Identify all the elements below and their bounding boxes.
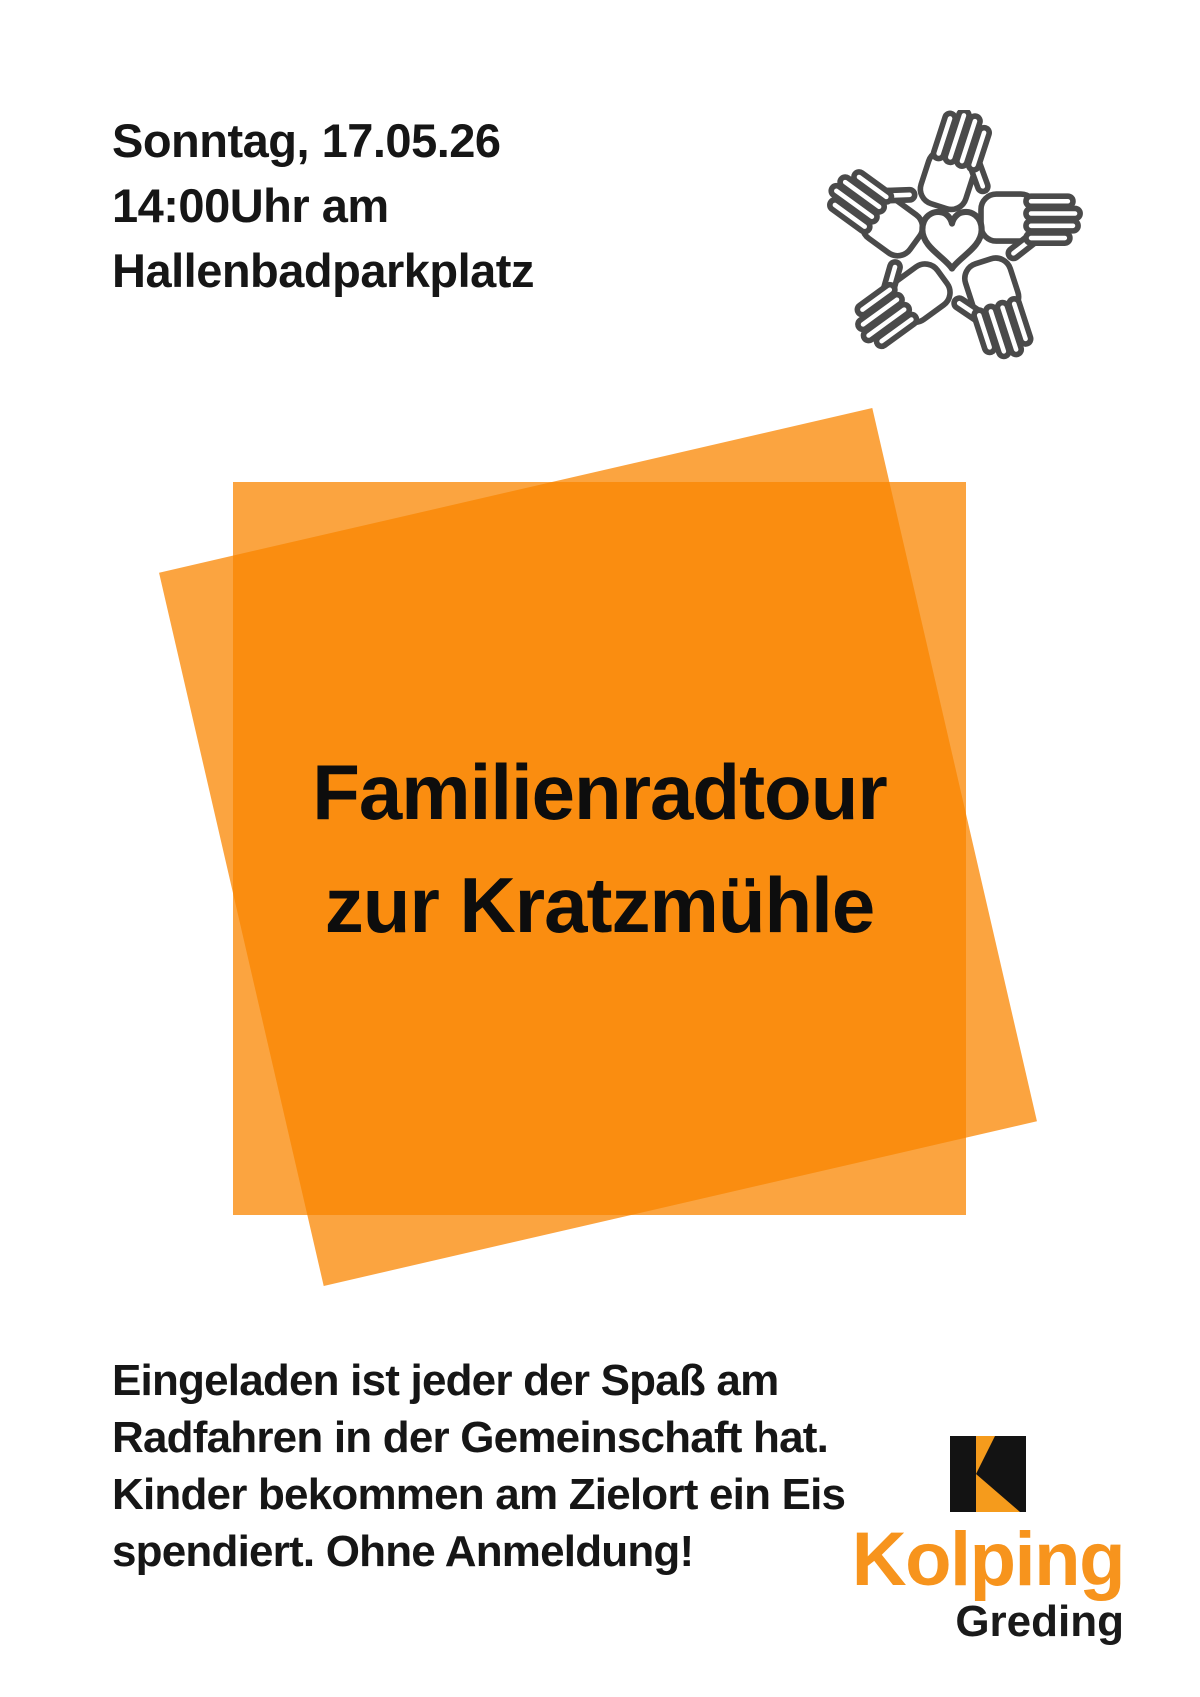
title-line-1: Familienradtour: [312, 747, 887, 836]
event-location: Hallenbadparkplatz: [112, 244, 534, 297]
heart-icon: [922, 212, 981, 269]
hands-ring: [812, 110, 1092, 376]
kolping-k-emblem-icon: [950, 1436, 1026, 1512]
kolping-wordmark: Kolping: [851, 1517, 1124, 1602]
flyer-title: [233, 482, 966, 1215]
event-details: [112, 108, 534, 303]
title-line-2: zur Kratzmühle: [324, 860, 875, 949]
kolping-location: Greding: [955, 1597, 1124, 1646]
description-line: spendiert. Ohne Anmeldung!: [112, 1527, 694, 1576]
description-line: Radfahren in der Gemeinschaft hat.: [112, 1413, 829, 1462]
event-date: Sonntag, 17.05.26: [112, 114, 501, 167]
kolping-logo: [852, 1436, 1124, 1646]
event-time-place: 14:00Uhr am: [112, 179, 389, 232]
description-line: Eingeladen ist jeder der Spaß am: [112, 1356, 779, 1405]
hands-circle-heart-icon: [812, 110, 1092, 376]
event-description: [112, 1352, 845, 1580]
description-line: Kinder bekommen am Zielort ein Eis: [112, 1470, 846, 1519]
